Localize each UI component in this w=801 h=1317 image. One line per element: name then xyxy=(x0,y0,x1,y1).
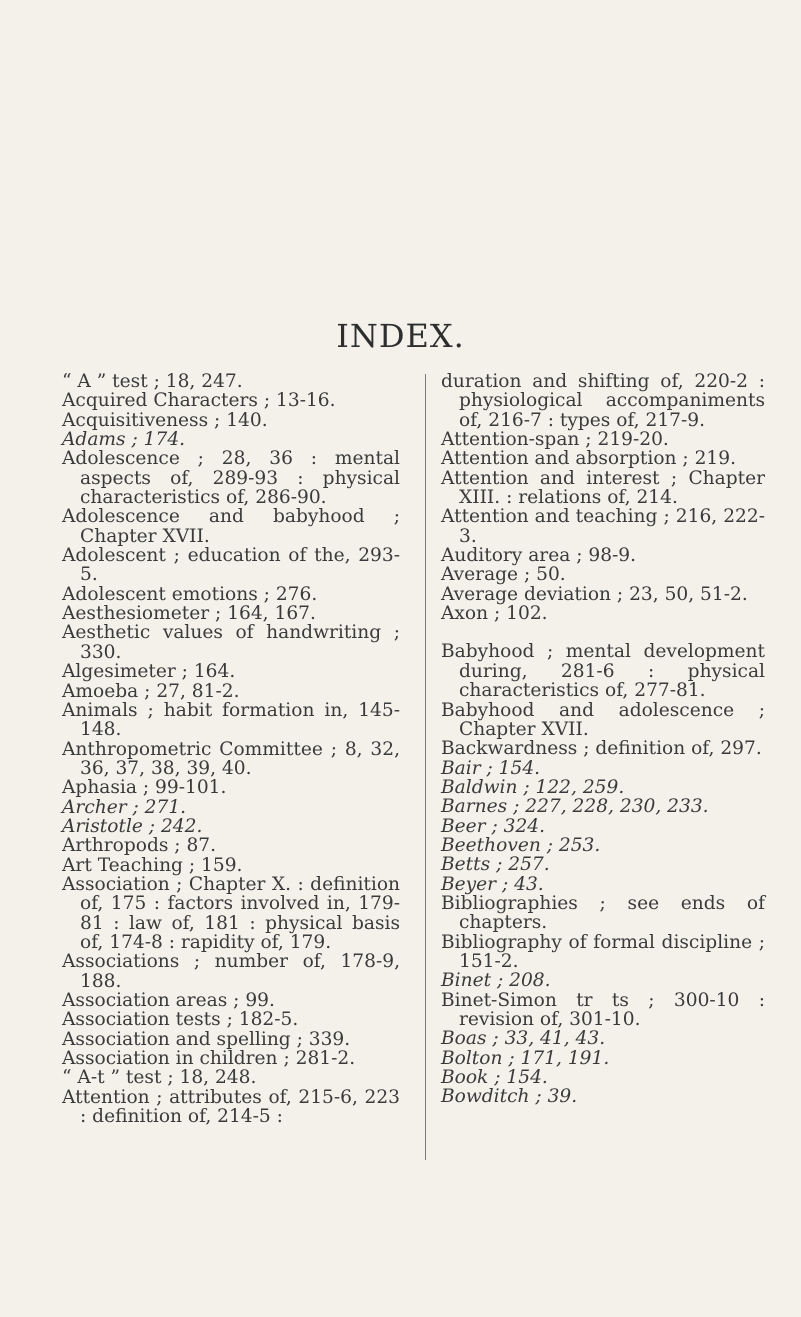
index-entry: Adolescence ; 28, 36 : mental aspects of, 289-93 : physical characteristics of, 286-90. xyxy=(62,448,400,509)
index-entry: Adolescent ; education of the, 293-5. xyxy=(62,545,400,586)
index-column-right xyxy=(441,372,765,1107)
index-entry: Bowditch ; 39. xyxy=(441,1086,578,1108)
index-entry: Attention and absorption ; 219. xyxy=(441,448,736,470)
index-entry: Adams ; 174. xyxy=(62,429,186,451)
index-entry: Backwardness ; definition of, 297. xyxy=(441,738,762,760)
index-entry: Binet ; 208. xyxy=(441,970,551,992)
index-entry: Art Teaching ; 159. xyxy=(62,854,243,876)
index-entry: Association ; Chapter X. : definition of, 175 : factors involved in, 179-81 : law of, 181 : physical basis of, 174-8 : rapidity of, 179. xyxy=(62,873,400,953)
index-entry: Barnes ; 227, 228, 230, 233. xyxy=(441,796,709,818)
index-entry: Binet-Simon t⁠r ⁠ts ; 300-10 : revision of, 301-10. xyxy=(441,989,765,1030)
index-entry: Babyhood ; mental development during, 281-6 : physical characteristics of, 277-81. xyxy=(441,641,765,702)
index-entry: Anthropometric Committee ; 8, 32, 36, 37, 38, 39, 40. xyxy=(62,738,400,779)
index-entry: Aphasia ; 99-101. xyxy=(62,777,227,799)
index-entry: Baldwin ; 122, 259. xyxy=(441,776,625,798)
index-entry: Association areas ; 99. xyxy=(62,990,275,1011)
index-entry: Association in children ; 281-2. xyxy=(62,1048,356,1070)
index-entry: duration and shifting of, 220-2 : physiological accompaniments of, 216-7 : types of, 217-9. xyxy=(441,371,765,431)
index-entry: Attention-span ; 219-20. xyxy=(441,429,669,451)
index-entry: Attention and interest ; Chapter XIII. : relations of, 214. xyxy=(441,467,765,509)
index-entry: Betts ; 257. xyxy=(441,854,550,876)
index-entry: Babyhood and adolescence ; Chapter XVII. xyxy=(441,699,765,740)
index-entry: Attention ; attributes of, 215-6, 223 : definition of, 214-5 : xyxy=(62,1086,400,1128)
index-entry: Acquired Characters ; 13-16. xyxy=(62,390,336,412)
page-title: INDEX. xyxy=(336,317,465,355)
index-entry: Association tests ; 182-5. xyxy=(62,1009,299,1031)
index-entry: Association and spelling ; 339. xyxy=(62,1028,351,1050)
index-entry: Aesthetic values of handwriting ; 330. xyxy=(62,622,400,663)
index-entry: Arthropods ; 87. xyxy=(62,835,217,857)
index-entry: Beethoven ; 253. xyxy=(441,834,601,856)
index-entry: Aristotle ; 242. xyxy=(62,815,203,837)
index-entry: “ A ” test ; 18, 247. xyxy=(62,371,243,392)
index-entry: Adolescence and babyhood ; Chapter XVII. xyxy=(62,506,400,547)
index-entry: Adolescent emotions ; 276. xyxy=(62,583,318,605)
index-entry: Book ; 154. xyxy=(441,1067,548,1089)
index-entry: Auditory area ; 98-9. xyxy=(441,545,637,567)
index-column-left xyxy=(62,372,400,1126)
index-entry: Animals ; habit formation in, 145-148. xyxy=(62,699,400,741)
index-entry: Associations ; number of, 178-9, 188. xyxy=(62,951,400,992)
index-entry: Attention and teaching ; 216, 222-3. xyxy=(441,506,765,547)
index-entry: Beyer ; 43. xyxy=(441,873,544,895)
column-divider xyxy=(425,374,426,1160)
index-entry: Bolton ; 171, 191. xyxy=(441,1047,610,1069)
index-entry: Algesimeter ; 164. xyxy=(62,661,236,683)
index-entry: Archer ; 271. xyxy=(62,796,187,818)
index-entry: Acquisitiveness ; 140. xyxy=(62,409,268,431)
index-entry: Axon ; 102. xyxy=(441,603,548,625)
index-entry: Bibliographies ; see ends of chapters. xyxy=(441,892,765,934)
index-entry: Average deviation ; 23, 50, 51-2. xyxy=(441,583,748,605)
index-entry: Boas ; 33, 41, 43. xyxy=(441,1028,606,1050)
index-entry: Bair ; 154. xyxy=(441,757,541,779)
index-entry: Average ; 50. xyxy=(441,564,566,586)
index-entry: “ A-t ” test ; 18, 248. xyxy=(62,1067,257,1089)
index-entry: Amoeba ; 27, 81-2. xyxy=(62,680,240,702)
index-entry: Bibliography of formal discipline ; 151-2. xyxy=(441,931,765,972)
index-entry: Aesthesiometer ; 164, 167. xyxy=(62,603,316,625)
index-entry: Beer ; 324. xyxy=(441,815,546,837)
